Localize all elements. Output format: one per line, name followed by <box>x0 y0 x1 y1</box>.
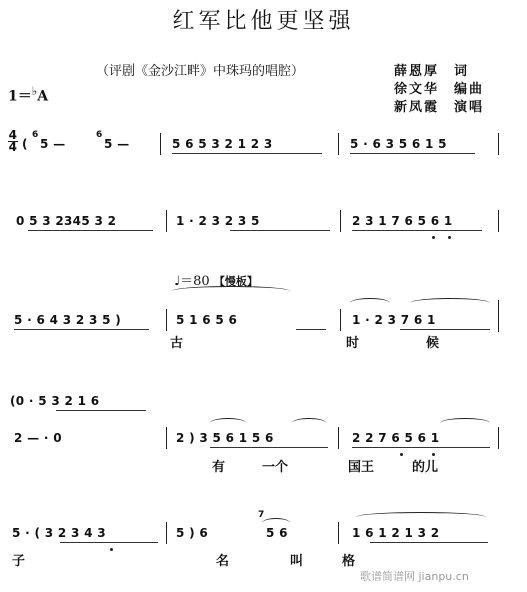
beam-underline <box>210 447 328 448</box>
barline <box>498 300 499 332</box>
beam-underline <box>28 230 153 231</box>
grace-note-2: 6 <box>96 130 103 140</box>
lyric: 时 <box>346 336 360 351</box>
line4-measure-3: 2 2 7 6 5 6 1 <box>352 431 440 445</box>
line2-measure-3: 2 3 1 7 6 5 6 1 <box>352 214 453 228</box>
barline <box>340 309 341 331</box>
intro-paren: ( <box>22 137 28 151</box>
barline <box>338 522 339 544</box>
slur <box>410 298 490 308</box>
line3-measure-3: 1 · 2 3 7 6 1 <box>352 313 436 327</box>
barline <box>338 133 339 155</box>
line5-measure-1: 5 · ( 3 2 3 4 3 <box>12 526 106 540</box>
barline <box>166 210 167 232</box>
slur <box>292 418 326 428</box>
barline <box>166 522 167 544</box>
line3-measure-2: 5 1 6 5 6 <box>176 313 238 327</box>
line2-measure-2: 1 · 2 3 2 3 5 <box>176 214 260 228</box>
lower-octave-dot <box>448 236 451 239</box>
line3-measure-1: 5 · 6 4 3 2 3 5 ) <box>14 313 122 327</box>
line2-measure-1: 0 5 3 2345 3 2 <box>16 214 117 228</box>
beam-underline <box>14 329 149 330</box>
lyric: 的儿 <box>412 460 439 475</box>
subtitle: （评剧《金沙江畔》中珠玛的唱腔） <box>96 64 305 79</box>
beam-underline <box>400 329 490 330</box>
lyric: 国王 <box>348 460 375 475</box>
time-signature <box>8 130 18 153</box>
watermark: 歌谱简谱网 jianpu.cn <box>360 570 469 583</box>
credit-arranger: 徐文华 编曲 <box>394 82 485 97</box>
line4-instrumental: (0 · 5 3 2 1 6 <box>10 394 100 408</box>
line5-measure-3: 1 6 1 2 1 3 2 <box>352 526 440 540</box>
lyric: 叫 <box>290 554 304 569</box>
barline <box>340 210 341 232</box>
slur <box>210 418 246 428</box>
beam-underline <box>352 230 482 231</box>
beam-underline <box>352 447 490 448</box>
line5-measure-2: 5 ) 6 <box>176 526 209 540</box>
lower-octave-dot <box>110 548 113 551</box>
slur <box>440 418 490 428</box>
slur <box>356 512 486 522</box>
key-signature <box>8 84 48 106</box>
line1-intro-notes-1: 5 — <box>40 137 66 151</box>
tempo-bpm: ＝80 <box>180 274 210 289</box>
lyric: 有 <box>212 460 226 475</box>
barline <box>338 427 339 449</box>
time-signature-top: 4 <box>8 128 18 142</box>
beam-underline <box>296 329 326 330</box>
page-title: 红军比他更坚强 <box>172 9 355 34</box>
tempo-style: 【慢板】 <box>213 275 258 288</box>
flat-symbol: ♭ <box>31 84 38 98</box>
barline <box>160 133 161 155</box>
barline <box>498 210 499 232</box>
lower-octave-dot <box>432 236 435 239</box>
beam-underline <box>56 410 146 411</box>
barline <box>498 427 499 449</box>
key-note: A <box>37 88 49 105</box>
barline <box>498 133 499 155</box>
grace-note-3: 7 <box>258 510 265 520</box>
line4-measure-2: 2 ) 3 5 6 1 5 6 <box>176 431 274 445</box>
key-label: 1＝ <box>8 88 32 105</box>
beam-underline <box>60 542 158 543</box>
lyric: 格 <box>342 554 356 569</box>
time-signature-bottom: 4 <box>8 140 18 154</box>
credit-lyricist: 薛恩厚 词 <box>394 64 470 79</box>
lyric: 候 <box>426 336 440 351</box>
line1-measure-3: 5 · 6 3 5 6 1 5 <box>350 137 447 151</box>
lyric: 子 <box>12 554 26 569</box>
beam-underline <box>172 153 322 154</box>
line4-measure-1: 2 — · 0 <box>14 431 62 445</box>
beam-underline <box>230 230 330 231</box>
beam-underline <box>370 542 488 543</box>
slur <box>172 286 290 296</box>
lyric: 一个 <box>262 460 289 475</box>
lower-octave-dot <box>400 453 403 456</box>
line1-measure-2: 5 6 5 3 2 1 2 3 <box>172 137 273 151</box>
line5-measure-2b: 5 6 <box>266 526 288 540</box>
credit-performer: 新凤霞 演唱 <box>394 100 485 115</box>
lyric: 名 <box>216 554 230 569</box>
lyric: 古 <box>170 336 184 351</box>
grace-note-1: 6 <box>32 130 39 140</box>
quarter-note-icon: ♩ <box>174 274 181 289</box>
barline <box>166 309 167 331</box>
barline <box>166 427 167 449</box>
beam-underline <box>350 153 475 154</box>
line1-intro-notes-2: 5 — <box>104 137 130 151</box>
slur <box>350 298 390 308</box>
